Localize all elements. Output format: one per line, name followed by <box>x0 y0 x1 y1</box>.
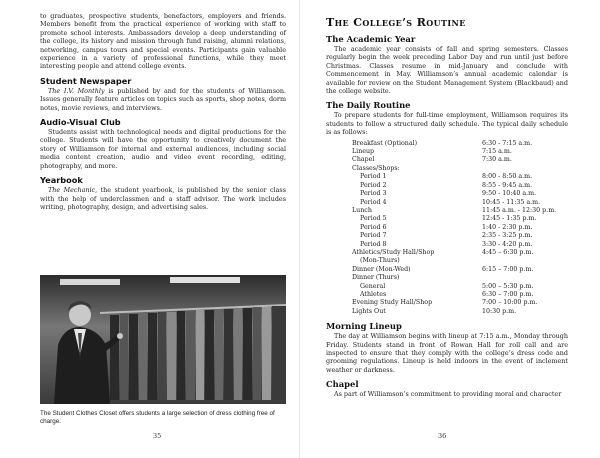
daily-routine-text: To prepare students for full-time employment, Williamson requires its students to follow a structured daily schedule. The typical daily schedule is as follows: <box>326 111 568 137</box>
schedule-activity: General <box>360 282 386 290</box>
schedule-activity: Lineup <box>352 148 375 156</box>
schedule-row <box>352 190 556 198</box>
clothes-closet-illustration <box>40 275 286 404</box>
heading-audio-visual-club: Audio-Visual Club <box>40 117 121 128</box>
schedule-activity: Breakfast (Optional) <box>352 139 418 147</box>
schedule-activity: Period 7 <box>360 232 387 240</box>
schedule-time <box>482 274 556 282</box>
schedule-time: 6:30 – 7:00 p.m. <box>482 290 534 298</box>
morning-lineup-text: The day at Williamson begins with lineup at 7:15 a.m., Monday through Friday. Students stand in front of Rowan Hall for roll call and are inspected to ensure that they comply with the college’s dress code and grooming regulations. Lineup is held indoors in the event of inclement weather or darkness. <box>326 332 568 374</box>
schedule-row <box>352 215 556 223</box>
schedule-time: 4:45 – 6:30 p.m. <box>482 248 534 256</box>
schedule-activity: Chapel <box>352 156 375 164</box>
schedule-activity: Period 4 <box>360 198 387 206</box>
schedule-activity: Period 1 <box>360 173 387 181</box>
heading-daily-routine: The Daily Routine <box>326 100 411 111</box>
schedule-row <box>352 207 556 215</box>
schedule-row <box>352 156 556 164</box>
schedule-activity: Period 8 <box>360 240 387 248</box>
schedule-activity: Athletes <box>360 290 387 298</box>
heading-academic-year: The Academic Year <box>326 34 416 44</box>
schedule-row <box>352 165 556 173</box>
schedule-activity: Evening Study Hall/Shop <box>352 299 433 307</box>
schedule-activity: Lights Out <box>352 307 386 315</box>
schedule-activity: Dinner (Mon-Wed) <box>352 265 411 273</box>
schedule-activity: Period 6 <box>360 223 387 231</box>
schedule-time: 9:50 - 10:40 a.m. <box>482 190 537 198</box>
schedule-row <box>352 199 556 207</box>
schedule-row <box>352 257 556 265</box>
yearbook-title: The Mechanic <box>48 186 96 195</box>
chapel-text: As part of Williamson’s commitment to providing moral and character <box>334 390 562 399</box>
schedule-activity: Classes/Shops: <box>352 164 400 172</box>
schedule-time: 2:35 - 3:25 p.m. <box>482 232 533 240</box>
schedule-time: 8:00 - 8:50 a.m. <box>482 173 533 181</box>
daily-schedule-table <box>352 140 556 317</box>
yearbook-text: The Mechanic, the student yearbook, is published by the senior class with the help of underclassmen and a staff advisor. The work includes writing, photography, design, and advertising sales. <box>40 186 286 211</box>
schedule-time: 10:45 - 11:35 a.m. <box>482 198 541 206</box>
schedule-time: 7:15 a.m. <box>482 148 512 156</box>
schedule-time: 6:30 - 7:15 a.m. <box>482 139 533 147</box>
schedule-time: 10:30 p.m. <box>482 307 517 315</box>
schedule-time: 3:30 - 4:20 p.m. <box>482 240 533 248</box>
schedule-time: 6:15 – 7:00 p.m. <box>482 265 534 273</box>
audio-visual-text: Students assist with technological needs and digital productions for the college. Students will have the opportunity to creatively document the story of Williamson for internal and external audiences, including social media content creation, audio and video event recording, editing, photography, and more. <box>40 128 286 170</box>
schedule-row <box>352 283 556 291</box>
schedule-row <box>352 148 556 156</box>
clothes-closet-photo <box>40 275 286 404</box>
schedule-activity: Period 2 <box>360 181 387 189</box>
schedule-time: 12:45 - 1:35 p.m. <box>482 215 537 223</box>
schedule-row <box>352 299 556 307</box>
schedule-time: 7:00 – 10:00 p.m. <box>482 299 538 307</box>
chapter-title: The College’s Routine <box>326 16 466 29</box>
schedule-activity: Dinner (Thurs) <box>352 274 400 282</box>
schedule-row <box>352 224 556 232</box>
schedule-time: 1:40 - 2:30 p.m. <box>482 223 533 231</box>
schedule-time: 11:45 a.m. - 12:30 p.m. <box>482 206 557 214</box>
schedule-row <box>352 291 556 299</box>
page-number-right: 36 <box>438 432 447 440</box>
schedule-activity: (Mon-Thurs) <box>360 257 400 265</box>
schedule-row <box>352 308 556 316</box>
schedule-time <box>482 165 556 173</box>
schedule-row <box>352 232 556 240</box>
schedule-row <box>352 241 556 249</box>
heading-chapel: Chapel <box>326 379 359 390</box>
heading-morning-lineup: Morning Lineup <box>326 321 402 332</box>
page-number-left: 35 <box>153 432 162 440</box>
schedule-row <box>352 266 556 274</box>
schedule-row <box>352 274 556 282</box>
right-page <box>300 0 600 458</box>
schedule-row <box>352 249 556 257</box>
schedule-time: 8:55 - 9:45 a.m. <box>482 181 533 189</box>
schedule-time <box>482 257 556 265</box>
intro-paragraph: to graduates, prospective students, benefactors, employers and friends. Members benefit from the practical experience of working with staff to promote school interests. Ambassadors develop a deep understanding of the college, its history and mission through fund raising, alumni relations, networking, campus tours and special events. Participants gain valuable experience in a variety of professional functions, while they meet interesting people and attend college events. <box>40 12 286 71</box>
student-newspaper-text: The I.V. Monthly is published by and for the students of Williamson. Issues generally feature articles on topics such as sports, shop notes, dorm notes, movie reviews, and interviews. <box>40 86 287 112</box>
schedule-row <box>352 173 556 181</box>
schedule-activity: Athletics/Study Hall/Shop <box>352 248 435 256</box>
heading-student-newspaper: Student Newspaper <box>40 75 132 86</box>
academic-year-text: The academic year consists of fall and spring semesters. Classes regularly begin the week preceding Labor Day and run until just before Christmas. Classes resume in mid-January and conclude with Commencement in May. Williamson’s annual academic calendar is available for review on the Student Management System (Blackbaud) and the college website. <box>326 45 568 96</box>
schedule-row <box>352 140 556 148</box>
heading-yearbook: Yearbook <box>40 175 83 186</box>
schedule-activity: Period 3 <box>360 190 387 198</box>
schedule-activity: Lunch <box>352 206 372 214</box>
schedule-activity: Period 5 <box>360 215 387 223</box>
newspaper-title: The I.V. Monthly <box>48 86 105 95</box>
schedule-row <box>352 182 556 190</box>
schedule-time: 5:00 – 5:30 p.m. <box>482 282 534 290</box>
schedule-time: 7:30 a.m. <box>482 156 512 164</box>
photo-caption: The Student Clothes Closet offers students a large selection of dress clothing free of charge. <box>40 410 275 425</box>
